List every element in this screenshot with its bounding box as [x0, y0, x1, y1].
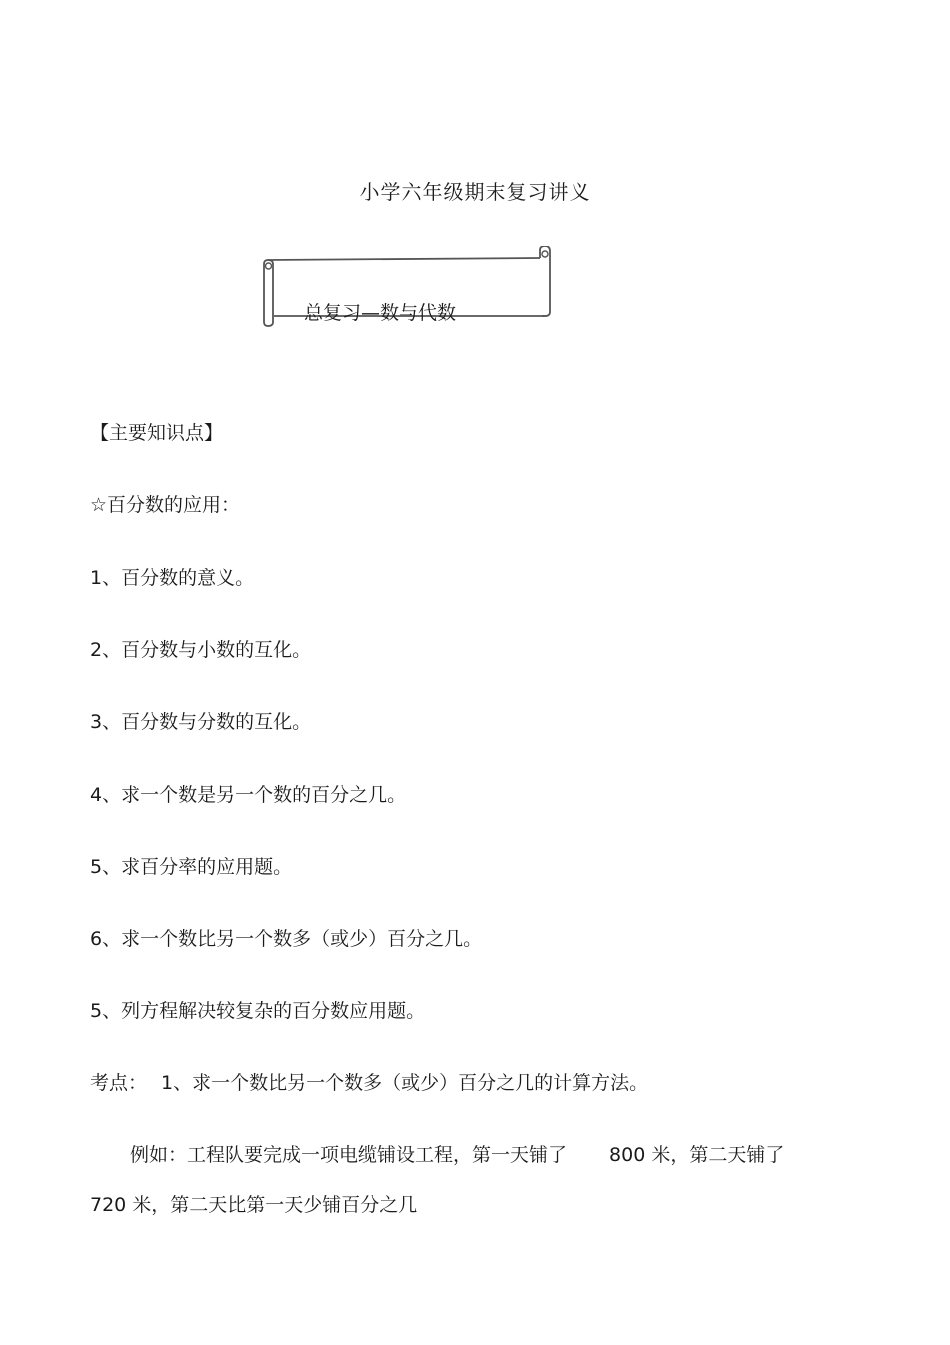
list-item: 3、百分数与分数的互化。 — [90, 711, 312, 733]
list-item: 5、列方程解决较复杂的百分数应用题。 — [90, 1000, 426, 1022]
subsection-heading: ☆百分数的应用： — [90, 494, 241, 516]
example-line — [130, 1140, 784, 1167]
kaodian-text: 1、求一个数比另一个数多（或少）百分之几的计算方法。 — [161, 1072, 649, 1094]
list-item: 4、求一个数是另一个数的百分之几。 — [90, 784, 407, 806]
document-title: 小学六年级期末复习讲义 — [359, 180, 591, 204]
list-item: 2、百分数与小数的互化。 — [90, 639, 312, 661]
list-item: 6、求一个数比另一个数多（或少）百分之几。 — [90, 928, 483, 950]
kaodian-line — [90, 1068, 648, 1095]
example-part2: 800 米，第二天铺了 — [609, 1144, 785, 1166]
list-item: 5、求百分率的应用题。 — [90, 856, 293, 878]
kaodian-label: 考点： — [90, 1072, 148, 1094]
scroll-banner — [258, 246, 558, 330]
example-line-2: 720 米，第二天比第一天少铺百分之几 — [90, 1194, 418, 1216]
list-item: 1、百分数的意义。 — [90, 567, 255, 589]
banner-title: 总复习—数与代数 — [304, 302, 457, 324]
example-part1: 例如：工程队要完成一项电缆铺设工程，第一天铺了 — [130, 1144, 568, 1166]
section-heading: 【主要知识点】 — [90, 422, 224, 444]
